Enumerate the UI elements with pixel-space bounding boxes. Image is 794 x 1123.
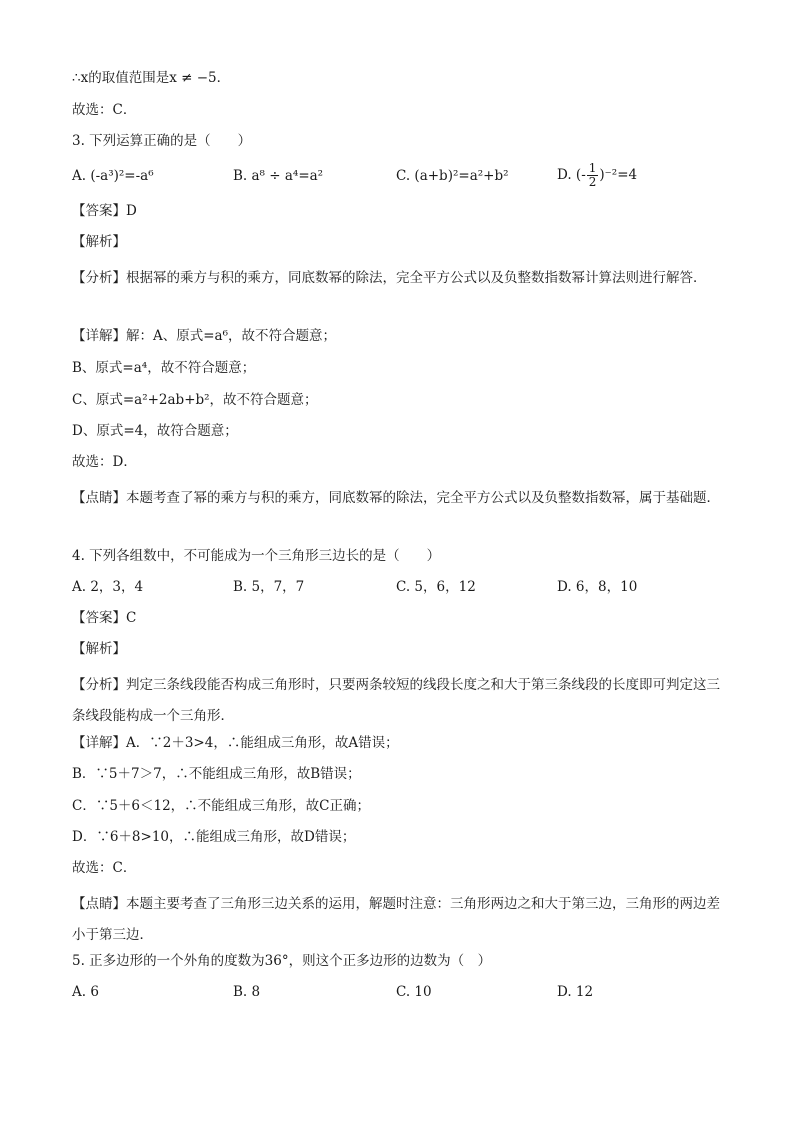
q4-detail-d: D．∵6＋8>10，∴能组成三角形，故D错误； [72,829,356,845]
q4-fenxi: 【分析】判定三条线段能否构成三角形时，只要两条较短的线段长度之和大于第三条线段的长度即可判定这三条线段能构成一个三角形． [72,677,720,724]
q4-choose: 故选：C． [72,860,137,876]
q3-detail-d: D、原式=4，故符合题意； [72,423,238,439]
fraction-denominator: 2 [588,175,597,189]
q3-dianjing: 【点睛】本题考查了幂的乘方与积的乘方，同底数幂的除法，完全平方公式以及负整数指数幂，属于基础题． [72,490,720,506]
q3-option-c: C. (a+b)²=a²+b² [396,168,509,184]
question-5-title: 5. 正多边形的一个外角的度数为36°，则这个正多边形的边数为（ ） [72,953,492,969]
q4-option-b: B. 5，7，7 [233,579,305,595]
q4-answer: 【答案】C [72,610,137,626]
fraction-one-half [587,162,599,189]
q3-option-d-prefix: D. (- [557,167,586,183]
q4-detail-a: 【详解】A．∵2＋3>4，∴能组成三角形，故A错误； [72,735,399,751]
q3-detail-c: C、原式=a²+2ab+b²，故不符合题意； [72,392,318,408]
q4-option-a: A. 2，3，4 [72,579,144,595]
q3-option-d [557,160,637,190]
q3-fenxi: 【分析】根据幂的乘方与积的乘方，同底数幂的除法，完全平方公式以及负整数指数幂计算法则进行解答． [72,270,707,286]
q5-option-a: A. 6 [72,984,99,1000]
fraction-numerator: 1 [588,161,597,175]
q5-option-c: C. 10 [396,984,432,1000]
text-line-range: ∴x的取值范围是x ≠ −5． [72,70,231,86]
q4-option-d: D. 6，8，10 [557,579,638,595]
q3-choose: 故选：D． [72,454,137,470]
q3-option-a: A. (-a³)²=-a⁶ [72,168,154,184]
q3-detail-b: B、原式=a⁴，故不符合题意； [72,360,256,376]
text-line-choose-c: 故选：C． [72,102,137,118]
q3-option-d-suffix: )⁻²=4 [599,167,638,183]
question-4-title: 4. 下列各组数中，不可能成为一个三角形三边长的是（ ） [72,548,441,564]
q4-dianjing: 【点睛】本题主要考查了三角形三边关系的运用，解题时注意：三角形两边之和大于第三边，三角形的两边差小于第三边． [72,896,720,943]
q4-option-c: C. 5，6，12 [396,579,476,595]
q5-option-b: B. 8 [233,984,261,1000]
q4-analysis-heading: 【解析】 [72,641,126,657]
q5-option-d: D. 12 [557,984,594,1000]
q4-detail-b: B．∵5＋7＞7，∴不能组成三角形，故B错误； [72,766,361,782]
q3-analysis-heading: 【解析】 [72,234,126,250]
q4-detail-c: C．∵5＋6＜12，∴不能组成三角形，故C正确； [72,798,371,814]
q3-option-b: B. a⁸ ÷ a⁴=a² [233,168,324,184]
q3-detail-a: 【详解】解：A、原式=a⁶，故不符合题意； [72,328,337,344]
question-3-title: 3. 下列运算正确的是（ ） [72,133,252,149]
q3-answer: 【答案】D [72,203,137,219]
